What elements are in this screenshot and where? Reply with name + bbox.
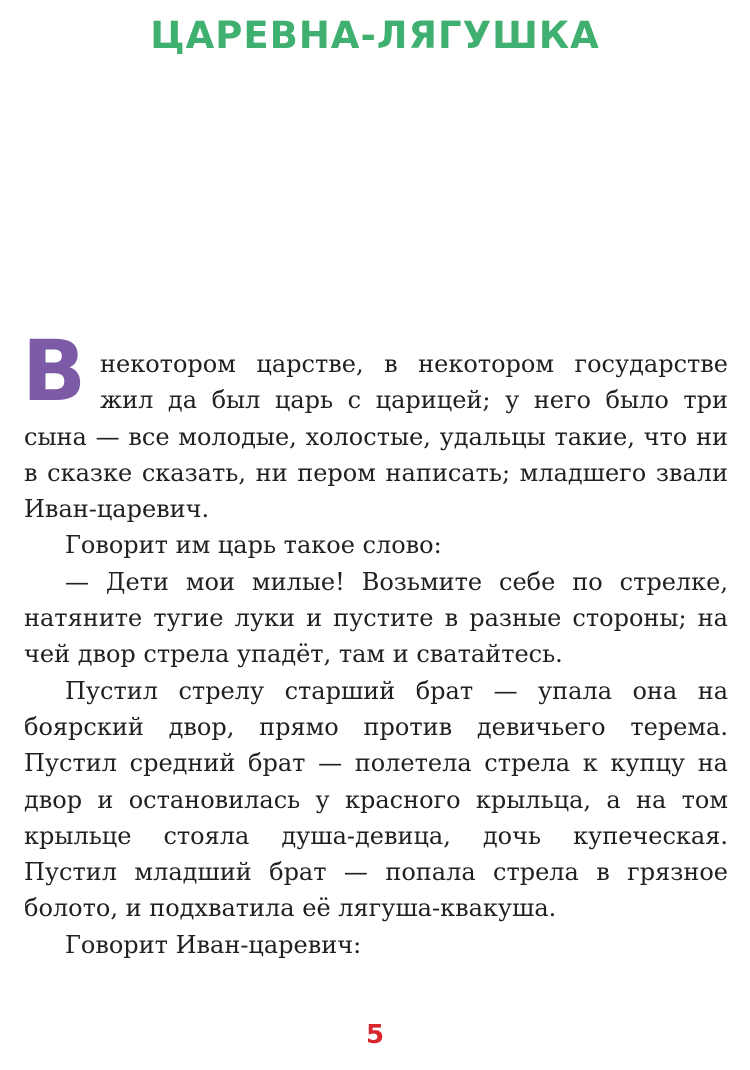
story-text <box>22 322 728 963</box>
page-number: 5 <box>365 1020 385 1050</box>
paragraph-text: некотором царстве, в некотором государстве жил да был царь с царицей; у него было три сына — все молодые, холостые, удальцы такие, что ни в сказке сказать, ни пером написать; младшего звали Иван-царевич. <box>24 350 728 524</box>
story-paragraph: — Дети мои милые! Возьмите себе по стрелке, натяните тугие луки и пустите в разные стороны; на чей двор стрела упадёт, там и сватайтесь. <box>24 567 728 669</box>
story-paragraph: Пустил стрелу старший брат — упала она на боярский двор, прямо против девичьего терема. Пустил средний брат — полетела стрела к купцу на двор и остановилась у красного крыльца, а на том крыльце стояла душа-девица, дочь купеческая. Пустил младший брат — попала стрела в грязное болото, и подхватила её лягуша-квакуша. <box>24 676 728 923</box>
story-paragraph: Говорит им царь такое слово: <box>65 531 442 560</box>
page-title: ЦАРЕВНА-ЛЯГУШКА <box>150 14 600 57</box>
story-paragraph <box>22 322 728 527</box>
story-paragraph: Говорит Иван-царевич: <box>65 930 362 959</box>
drop-cap-letter: В <box>22 322 87 420</box>
